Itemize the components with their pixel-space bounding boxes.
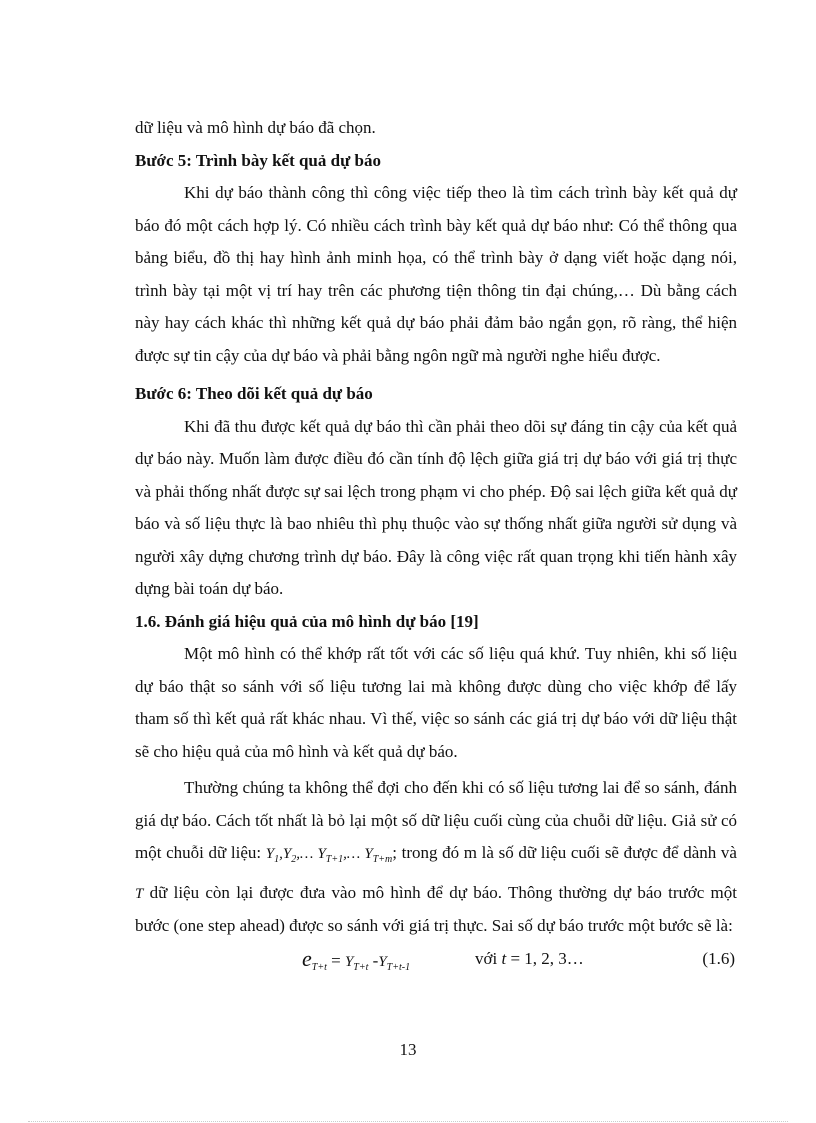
series-yt1-sub: T+1 (325, 854, 344, 865)
equation-expression (302, 943, 410, 985)
paragraph-evaluation-2 (135, 772, 737, 943)
heading-step-6: Bước 6: Theo dõi kết quả dự báo (135, 384, 373, 403)
equation-condition-var: t (501, 948, 507, 968)
paragraph-step-5: Khi dự báo thành công thì công việc tiếp theo là tìm cách trình bày kết quả dự báo đó một cách hợp lý. Có nhiều cách trình bày kết quả dự báo như: Có thể thông qua bảng biểu, đồ thị hay hình ảnh minh họa, có thể trình bày ở dạng viết hoặc dạng nói, trình bày tại một vị trí hay trên các phương tiện thông tin đại chúng,… Dù bằng cách này hay cách khác thì những kết quả dự báo phải đảm bảo ngắn gọn, rõ ràng, thể hiện được sự tin cậy của dự báo và phải bằng ngôn ngữ mà người nghe hiểu được. (135, 183, 737, 365)
equation-equals: = (326, 950, 345, 970)
series-y2-sub: 2 (291, 854, 297, 865)
section-heading-1-6: 1.6. Đánh giá hiệu quả của mô hình dự báo [19] (135, 611, 479, 631)
page-bottom-rule (28, 1121, 788, 1122)
paragraph-evaluation-2-part-c: dữ liệu còn lại được đưa vào mô hình để dự báo. Thông thường dự báo trước một bước (one step ahead) được so sánh với giá trị thực. Sai số dự báo trước một bước sẽ là: (135, 882, 737, 935)
equation-e: e (302, 945, 312, 971)
document-page (135, 112, 737, 977)
equation-condition (475, 943, 584, 976)
series-notation (265, 846, 393, 865)
equation-minus: - (368, 950, 379, 970)
series-ytm-sub: T+m (372, 854, 393, 865)
paragraph-evaluation-2-part-b: ; trong đó m là số dữ liệu cuối sẽ được để dành và (392, 843, 737, 862)
paragraph-evaluation-2-part-a: Thường chúng ta không thể đợi cho đến khi có số liệu tương lai để so sánh, đánh giá dự báo. Cách tốt nhất là bỏ lại một số dữ liệu cuối cùng của chuỗi dữ liệu. Giả sử có một chuỗi dữ liệu: (135, 778, 737, 862)
paragraph-continuation: dữ liệu và mô hình dự báo đã chọn. (135, 118, 376, 137)
equation-condition-prefix: với (475, 948, 502, 968)
paragraph-evaluation-1: Một mô hình có thể khớp rất tốt với các số liệu quá khứ. Tuy nhiên, khi số liệu dự báo thật so sánh với số liệu tương lai mà không được dùng cho việc khớp để lấy tham số thì kết quả rất khác nhau. Vì thế, việc so sánh các giá trị dự báo với dữ liệu thật sẽ cho hiệu quả của mô hình và kết quả dự báo. (135, 644, 737, 761)
equation-number: (1.6) (702, 948, 735, 968)
equation-y1-sub: T+t (353, 961, 369, 973)
series-ytm: Y (364, 846, 373, 862)
heading-step-5: Bước 5: Trình bày kết quả dự báo (135, 150, 381, 170)
equation-1-6 (135, 943, 737, 977)
equation-condition-values: = 1, 2, 3… (506, 948, 584, 968)
paragraph-step-6: Khi đã thu được kết quả dự báo thì cần phải theo dõi sự đáng tin cậy của kết quả dự báo này. Muốn làm được điều đó cần tính độ lệch giữa giá trị dự báo với giá trị thực và phải thống nhất được sự sai lệch trong phạm vi cho phép. Độ sai lệch giữa kết quả dự báo và số liệu thực là bao nhiêu thì phụ thuộc vào sự thống nhất giữa người sử dụng và người xây dựng chương trình dự báo. Đây là công việc rất quan trọng khi tiến hành xây dựng bài toán dự báo. (135, 416, 737, 598)
series-y1: Y (265, 846, 275, 862)
series-y2: Y (282, 846, 292, 862)
equation-e-sub: T+t (311, 961, 327, 973)
variable-t: T (135, 885, 144, 902)
series-y1-sub: 1 (274, 854, 280, 865)
series-dots-1: ,… (296, 846, 318, 862)
equation-y2: Y (378, 953, 387, 970)
series-yt1: Y (317, 846, 326, 862)
series-comma: , (279, 846, 283, 862)
equation-y1: Y (344, 953, 354, 970)
page-number: 13 (399, 1040, 417, 1059)
equation-y2-sub: T+t-1 (386, 961, 411, 973)
series-dots-2: ,… (343, 846, 365, 862)
